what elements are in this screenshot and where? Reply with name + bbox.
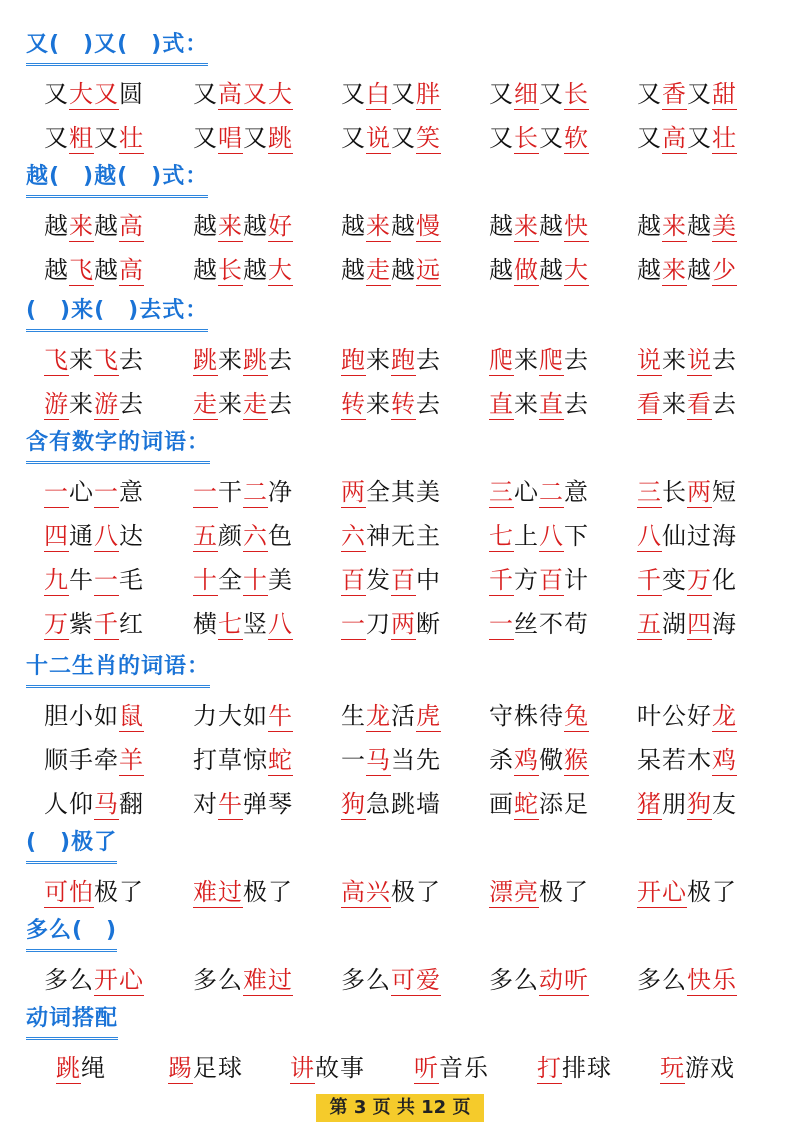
word-row bbox=[0, 740, 800, 780]
word-item: 七上八下 bbox=[489, 522, 589, 550]
word-item: 画蛇添足 bbox=[489, 790, 589, 818]
word-item: 一马当先 bbox=[341, 746, 441, 774]
word-row bbox=[0, 784, 800, 824]
word-row bbox=[0, 206, 800, 246]
section-title: 又( )又( )式： bbox=[26, 30, 208, 66]
word-item: 两全其美 bbox=[341, 478, 441, 506]
word-item: 越来越少 bbox=[637, 256, 737, 284]
word-item: 千方百计 bbox=[489, 566, 589, 594]
word-item: 又长又软 bbox=[489, 124, 589, 152]
word-item: 飞来飞去 bbox=[44, 346, 144, 374]
word-item: 千变万化 bbox=[637, 566, 737, 594]
word-item: 越走越远 bbox=[341, 256, 441, 284]
word-item: 又唱又跳 bbox=[193, 124, 293, 152]
word-item: 守株待兔 bbox=[489, 702, 589, 730]
word-item: 四通八达 bbox=[44, 522, 144, 550]
word-item: 生龙活虎 bbox=[341, 702, 441, 730]
section-title: 十二生肖的词语： bbox=[26, 652, 210, 688]
word-item: 踢足球 bbox=[168, 1054, 243, 1082]
word-item: 多么难过 bbox=[193, 966, 293, 994]
word-item: 力大如牛 bbox=[193, 702, 293, 730]
section-title: 动词搭配 bbox=[26, 1004, 118, 1040]
word-item: 又说又笑 bbox=[341, 124, 441, 152]
word-item: 八仙过海 bbox=[637, 522, 737, 550]
word-row bbox=[0, 696, 800, 736]
word-item: 又香又甜 bbox=[637, 80, 737, 108]
word-row bbox=[0, 1048, 800, 1088]
word-row bbox=[0, 960, 800, 1000]
word-row bbox=[0, 340, 800, 380]
word-item: 又细又长 bbox=[489, 80, 589, 108]
word-item: 十全十美 bbox=[193, 566, 293, 594]
word-item: 呆若木鸡 bbox=[637, 746, 737, 774]
word-row bbox=[0, 872, 800, 912]
section-title: 多么( ) bbox=[26, 916, 117, 952]
word-item: 开心极了 bbox=[637, 878, 737, 906]
word-item: 爬来爬去 bbox=[489, 346, 589, 374]
page-footer: 第 3 页 共 12 页 bbox=[316, 1094, 484, 1122]
word-item: 叶公好龙 bbox=[637, 702, 737, 730]
word-row bbox=[0, 472, 800, 512]
word-item: 三长两短 bbox=[637, 478, 737, 506]
section-title: ( )来( )去式： bbox=[26, 296, 208, 332]
word-item: 一刀两断 bbox=[341, 610, 441, 638]
word-item: 人仰马翻 bbox=[44, 790, 144, 818]
word-item: 越做越大 bbox=[489, 256, 589, 284]
word-item: 一干二净 bbox=[193, 478, 293, 506]
section-title: 含有数字的词语： bbox=[26, 428, 210, 464]
word-item: 百发百中 bbox=[341, 566, 441, 594]
word-item: 越飞越高 bbox=[44, 256, 144, 284]
word-item: 三心二意 bbox=[489, 478, 589, 506]
word-item: 玩游戏 bbox=[660, 1054, 735, 1082]
word-item: 六神无主 bbox=[341, 522, 441, 550]
word-item: 走来走去 bbox=[193, 390, 293, 418]
word-item: 越来越快 bbox=[489, 212, 589, 240]
word-item: 转来转去 bbox=[341, 390, 441, 418]
word-item: 越长越大 bbox=[193, 256, 293, 284]
section-title: ( )极了 bbox=[26, 828, 117, 864]
word-item: 又粗又壮 bbox=[44, 124, 144, 152]
word-item: 九牛一毛 bbox=[44, 566, 144, 594]
word-row bbox=[0, 74, 800, 114]
word-item: 猪朋狗友 bbox=[637, 790, 737, 818]
word-item: 听音乐 bbox=[414, 1054, 489, 1082]
word-item: 看来看去 bbox=[637, 390, 737, 418]
word-item: 越来越好 bbox=[193, 212, 293, 240]
word-item: 多么动听 bbox=[489, 966, 589, 994]
word-item: 横七竖八 bbox=[193, 610, 293, 638]
word-row bbox=[0, 604, 800, 644]
word-item: 又高又壮 bbox=[637, 124, 737, 152]
word-item: 漂亮极了 bbox=[489, 878, 589, 906]
word-row bbox=[0, 250, 800, 290]
word-row bbox=[0, 384, 800, 424]
word-item: 又高又大 bbox=[193, 80, 293, 108]
word-item: 越来越美 bbox=[637, 212, 737, 240]
word-item: 游来游去 bbox=[44, 390, 144, 418]
word-item: 对牛弹琴 bbox=[193, 790, 293, 818]
word-item: 可怕极了 bbox=[44, 878, 144, 906]
word-item: 胆小如鼠 bbox=[44, 702, 144, 730]
word-item: 万紫千红 bbox=[44, 610, 144, 638]
word-item: 打排球 bbox=[537, 1054, 612, 1082]
word-row bbox=[0, 118, 800, 158]
word-item: 又大又圆 bbox=[44, 80, 144, 108]
word-item: 一丝不苟 bbox=[489, 610, 589, 638]
word-item: 五湖四海 bbox=[637, 610, 737, 638]
word-item: 说来说去 bbox=[637, 346, 737, 374]
word-item: 跳绳 bbox=[56, 1054, 106, 1082]
word-row bbox=[0, 516, 800, 556]
word-row bbox=[0, 560, 800, 600]
word-item: 狗急跳墙 bbox=[341, 790, 441, 818]
word-item: 一心一意 bbox=[44, 478, 144, 506]
word-item: 多么快乐 bbox=[637, 966, 737, 994]
section-title: 越( )越( )式： bbox=[26, 162, 208, 198]
word-item: 五颜六色 bbox=[193, 522, 293, 550]
word-item: 难过极了 bbox=[193, 878, 293, 906]
word-item: 直来直去 bbox=[489, 390, 589, 418]
word-item: 多么开心 bbox=[44, 966, 144, 994]
word-item: 又白又胖 bbox=[341, 80, 441, 108]
word-item: 跳来跳去 bbox=[193, 346, 293, 374]
word-item: 跑来跑去 bbox=[341, 346, 441, 374]
word-item: 多么可爱 bbox=[341, 966, 441, 994]
word-item: 高兴极了 bbox=[341, 878, 441, 906]
word-item: 越来越高 bbox=[44, 212, 144, 240]
word-item: 打草惊蛇 bbox=[193, 746, 293, 774]
word-item: 杀鸡儆猴 bbox=[489, 746, 589, 774]
word-item: 讲故事 bbox=[290, 1054, 365, 1082]
word-item: 越来越慢 bbox=[341, 212, 441, 240]
word-item: 顺手牵羊 bbox=[44, 746, 144, 774]
